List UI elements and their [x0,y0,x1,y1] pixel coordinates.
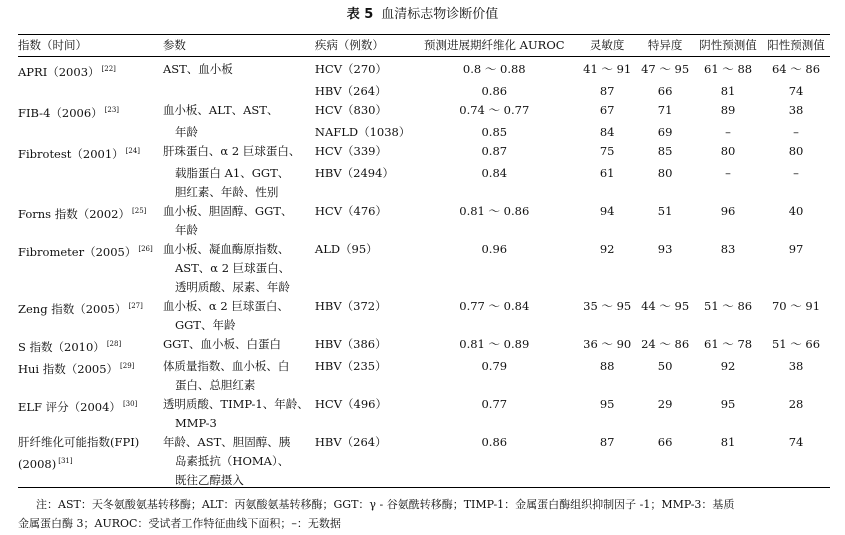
disease-cell: HCV（496） [314,397,387,411]
disease-cell: HCV（270） [314,62,387,76]
table-row [18,433,830,490]
disease-cell: HBV（2494） [314,166,394,180]
index-cell: Hui 指数（2005） [29] [18,362,135,376]
header-disease: 疾病（例数） [314,38,384,52]
header-ppv: 阳性预测值 [767,38,825,52]
ppv-cell: 70 ～ 91 [771,299,821,313]
params-cell: 载脂蛋白 A1、GGT、 [174,166,290,180]
params-cell: 体质量指数、血小板、白 蛋白、总胆红素 [162,359,290,392]
ppv-cell: 51 ～ 66 [771,337,821,351]
index-cell [18,183,163,202]
header-sensitivity: 灵敏度 [589,38,625,52]
auroc-cell: 0.77 ～ 0.84 [459,299,530,313]
npv-cell: 61 ～ 88 [704,62,753,76]
specificity-cell: 50 [657,359,673,373]
specificity-cell: 69 [657,125,673,139]
params-cell: 透明质酸、TIMP-1、年龄、 MMP-3 [162,397,309,430]
sensitivity-cell: 67 [599,103,615,117]
serum-markers-table [18,34,830,490]
npv-cell: 81 [720,435,736,449]
table-row [18,123,830,142]
sensitivity-cell: 36 ～ 90 [583,337,632,351]
params-cell [163,82,315,101]
header-params: 参数 [162,38,186,52]
npv-cell: 89 [720,103,736,117]
index-cell: S 指数（2010） [28] [18,340,122,354]
npv-cell: 61 ～ 78 [704,337,753,351]
index-cell: FIB-4（2006） [23] [18,106,120,120]
table-row [18,142,830,164]
npv-cell: 95 [720,397,736,411]
ppv-cell: 97 [788,242,804,256]
table-row [18,202,830,240]
params-cell: 血小板、胆固醇、GGT、 年龄 [162,204,293,237]
index-cell [18,164,163,183]
specificity-cell: 66 [657,435,673,449]
specificity-cell: 24 ～ 86 [641,337,690,351]
params-cell: 年龄、AST、胆固醇、胰 岛素抵抗（HOMA）、 既往乙醇摄入 [162,435,291,487]
npv-cell: 96 [720,204,736,218]
table-row [18,357,830,395]
table-caption [0,6,845,24]
specificity-cell: 93 [657,242,673,256]
sensitivity-cell: 35 ～ 95 [583,299,632,313]
params-cell: GGT、血小板、白蛋白 [162,337,281,351]
ppv-cell: 80 [788,144,804,158]
specificity-cell: 51 [657,204,673,218]
sensitivity-cell: 94 [599,204,615,218]
disease-cell: HBV（264） [314,435,387,449]
table-row [18,82,830,101]
footnote-line-2: 金属蛋白酶 3；AUROC：受试者工作特征曲线下面积；–：无数据 [18,517,341,530]
auroc-cell: 0.86 [481,435,508,449]
auroc-cell: 0.81 ～ 0.86 [459,204,530,218]
header-auroc: 预测进展期纤维化 AUROC [424,38,565,52]
params-cell: 血小板、ALT、AST、 [162,103,279,117]
disease-cell: HBV（386） [314,337,387,351]
table-row [18,164,830,183]
specificity-cell: 85 [657,144,673,158]
disease-cell: HBV（264） [314,84,387,98]
specificity-cell: 29 [657,397,673,411]
table-row [18,57,830,83]
index-cell: 肝纤维化可能指数(FPI) (2008) [31] [18,435,140,471]
index-cell [18,123,163,142]
sensitivity-cell: 87 [599,84,615,98]
sensitivity-cell: 75 [599,144,615,158]
disease-cell: ALD（95） [314,242,378,256]
npv-cell: 51 ～ 86 [704,299,753,313]
disease-cell: HBV（372） [314,299,387,313]
auroc-cell: 0.84 [481,166,508,180]
sensitivity-cell: 84 [599,125,615,139]
sensitivity-cell: 41 ～ 91 [583,62,632,76]
index-cell: Forns 指数（2002） [25] [18,207,147,221]
npv-cell: 83 [720,242,736,256]
index-cell: APRI（2003） [22] [18,65,116,79]
sensitivity-cell: 95 [599,397,615,411]
auroc-cell: 0.86 [481,84,508,98]
table-row [18,183,830,202]
header-specificity: 特异度 [647,38,683,52]
ppv-cell: 40 [788,204,804,218]
auroc-cell: 0.74 ～ 0.77 [459,103,530,117]
auroc-cell: 0.96 [481,242,508,256]
table-row [18,335,830,357]
params-cell: 胆红素、年龄、性别 [174,185,279,199]
sensitivity-cell: 87 [599,435,615,449]
auroc-cell: 0.87 [481,144,508,158]
sensitivity-cell: 92 [599,242,615,256]
auroc-cell: 0.81 ～ 0.89 [459,337,530,351]
params-cell: AST、血小板 [162,62,233,76]
disease-cell: HCV（830） [314,103,387,117]
table-title: 血清标志物诊断价值 [381,7,499,22]
specificity-cell: 44 ～ 95 [641,299,690,313]
sensitivity-cell: 61 [599,166,615,180]
table-row [18,240,830,297]
ppv-cell: – [793,166,799,180]
table-row [18,101,830,123]
ppv-cell: – [793,125,799,139]
header-npv: 阴性预测值 [699,38,757,52]
table-row [18,395,830,433]
disease-cell: HCV（476） [314,204,387,218]
params-cell: 血小板、凝血酶原指数、 AST、α 2 巨球蛋白、 透明质酸、尿素、年龄 [162,242,291,294]
params-cell: 肝珠蛋白、α 2 巨球蛋白、 [162,144,301,158]
npv-cell: – [725,125,731,139]
disease-cell: HBV（235） [314,359,387,373]
ppv-cell: 74 [788,84,804,98]
npv-cell: 80 [720,144,736,158]
index-cell: Zeng 指数（2005） [27] [18,302,143,316]
specificity-cell: 47 ～ 95 [641,62,690,76]
header-index: 指数（时间） [18,38,87,52]
header-row [18,35,830,57]
npv-cell: 81 [720,84,736,98]
table-bottom-rule [18,487,830,488]
ppv-cell: 38 [788,103,804,117]
auroc-cell: 0.77 [481,397,508,411]
index-cell: ELF 评分（2004） [30] [18,400,138,414]
npv-cell: – [725,166,731,180]
index-cell: Fibrotest（2001） [24] [18,147,141,161]
index-cell [18,82,163,101]
table-row [18,297,830,335]
auroc-cell: 0.79 [481,359,508,373]
ppv-cell: 74 [788,435,804,449]
auroc-cell: 0.85 [481,125,508,139]
sensitivity-cell: 88 [599,359,615,373]
disease-cell: NAFLD（1038） [314,125,411,139]
table-number: 表 5 [346,7,374,22]
ppv-cell: 64 ～ 86 [771,62,821,76]
footnote-line-1: 注：AST：天冬氨酸氨基转移酶；ALT：丙氨酸氨基转移酶；GGT：γ - 谷氨酰转移酶；TIMP-1：金属蛋白酶组织抑制因子 -1；MMP-3：基质 [36,498,735,511]
index-cell: Fibrometer（2005） [26] [18,245,153,259]
ppv-cell: 28 [788,397,804,411]
npv-cell: 92 [720,359,736,373]
specificity-cell: 66 [657,84,673,98]
params-cell: 年龄 [174,125,198,139]
specificity-cell: 71 [657,103,673,117]
table-footnote [18,495,830,533]
specificity-cell: 80 [657,166,673,180]
auroc-cell: 0.8 ～ 0.88 [462,62,526,76]
params-cell: 血小板、α 2 巨球蛋白、 GGT、年龄 [162,299,289,332]
disease-cell: HCV（339） [314,144,387,158]
ppv-cell: 38 [788,359,804,373]
